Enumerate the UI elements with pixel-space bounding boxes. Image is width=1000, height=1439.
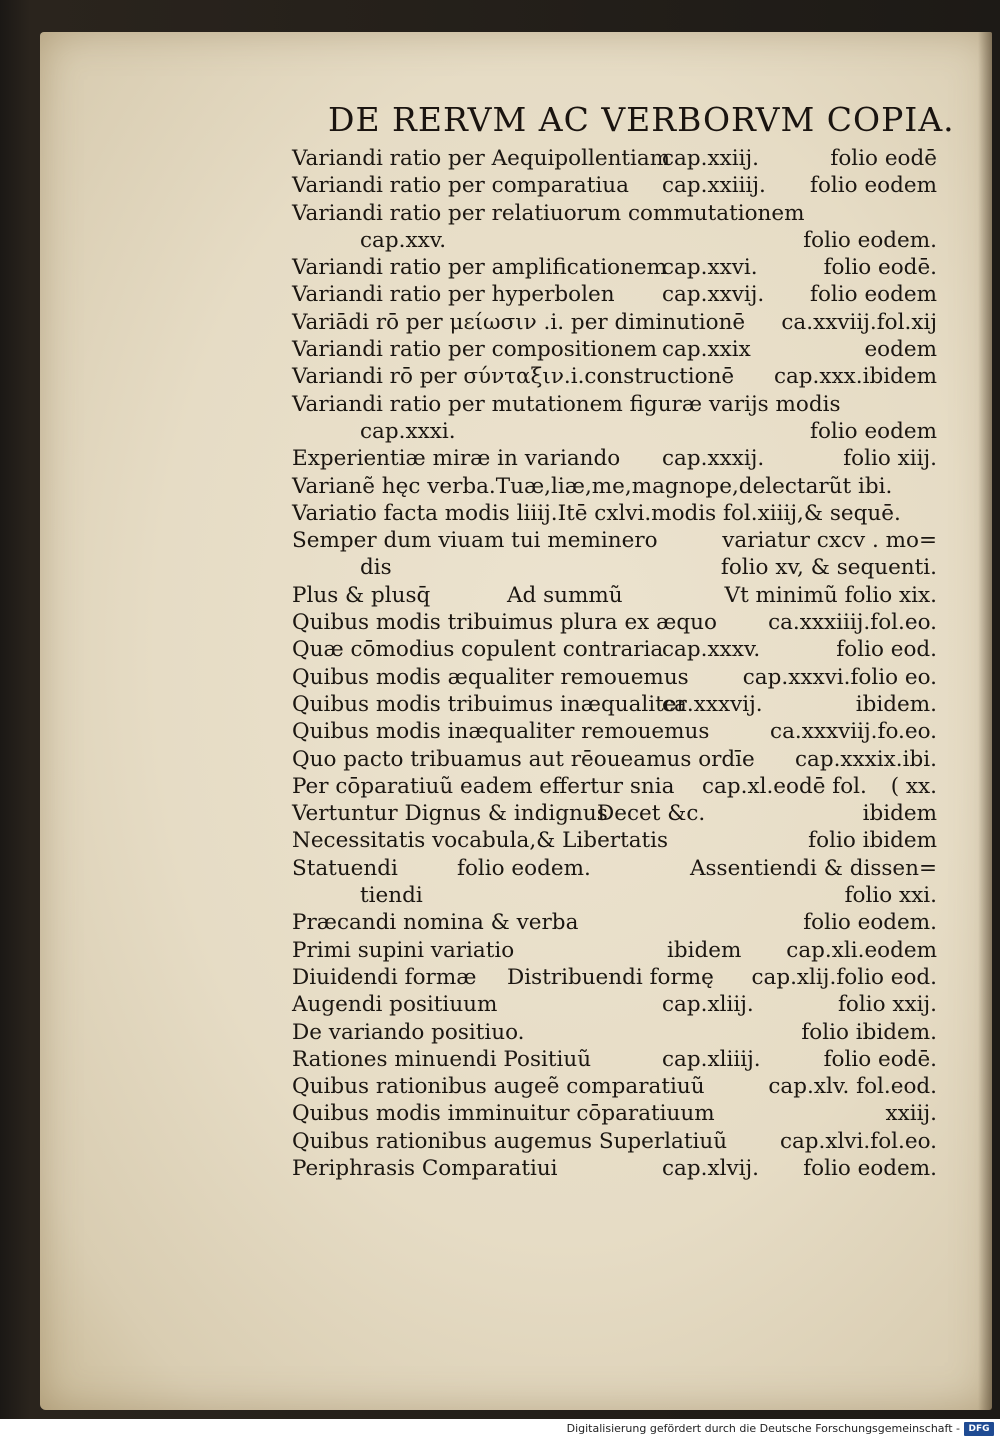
page-edge-shadow	[978, 32, 992, 1410]
index-entry-folio: folio eodem.	[803, 1155, 937, 1181]
index-line	[292, 172, 937, 199]
index-entry-title: dis	[360, 555, 392, 581]
index-entry-folio: folio eodem.	[803, 910, 937, 936]
index-entry-chapter: cap.xxxij.	[662, 446, 765, 472]
index-entry-title: Vertuntur Dignus & indignus	[292, 801, 608, 827]
index-entry-folio: Vt minimũ folio xix.	[724, 582, 937, 608]
index-entry-title: Variatio facta modis liiij.Itē cxlvi.modis fol.xiiij,& sequē.	[292, 500, 901, 526]
index-line	[292, 1073, 937, 1100]
dfg-logo: DFG	[964, 1422, 994, 1436]
index-entry-title: Experientiæ miræ in variando	[292, 446, 621, 472]
index-entry-chapter: ca.xxxvij.	[662, 691, 763, 717]
index-entry-title: Quibus modis inæqualiter remouemus	[292, 719, 710, 745]
index-entry-folio: cap.xxxvi.folio eo.	[742, 664, 937, 690]
index-entry-chapter: cap.xlvij.	[662, 1155, 759, 1181]
index-entry-folio: cap.xxxix.ibi.	[794, 746, 937, 772]
index-line	[292, 882, 937, 909]
index-entry-title: Varianẽ hęc verba.Tuæ,liæ,me,magnope,delectarũt ibi.	[292, 473, 893, 499]
index-entry-folio: cap.xlvi.fol.eo.	[779, 1128, 937, 1154]
index-entry-folio: folio eodem	[810, 282, 937, 308]
footer-credit: Digitalisierung gefördert durch die Deutsche Forschungsgemeinschaft -	[566, 1422, 960, 1435]
index-entry-title: Statuendi	[292, 855, 398, 881]
index-entry-title: Quibus rationibus augeẽ comparatiuũ	[292, 1074, 705, 1100]
index-line	[292, 827, 937, 854]
index-entry-folio: Assentiendi & dissen=	[690, 855, 937, 881]
index-entry-title: De variando positiuo.	[292, 1019, 525, 1045]
index-entry-chapter: Decet &c.	[597, 801, 706, 827]
index-line	[292, 1019, 937, 1046]
index-entry-title: Variandi ratio per compositionem	[292, 337, 658, 363]
index-entry-folio: folio eodem	[810, 173, 937, 199]
index-entry-folio: folio eodem	[810, 418, 937, 444]
index-entry-title: Quo pacto tribuamus aut rēoueamus ordīe	[292, 746, 755, 772]
index-entry-folio: folio ibidem	[808, 828, 937, 854]
index-entry-chapter: cap.xxix	[662, 337, 751, 363]
index-entry-folio: eodem	[864, 337, 937, 363]
index-list	[292, 145, 937, 1182]
index-entry-title: Variandi ratio per amplificationem	[292, 255, 667, 281]
index-entry-chapter: cap.xxiiij.	[662, 173, 766, 199]
index-entry-folio: ca.xxxiiij.fol.eo.	[768, 610, 937, 636]
index-line	[292, 200, 937, 227]
index-line	[292, 636, 937, 663]
index-entry-folio: folio xiij.	[843, 446, 937, 472]
index-entry-folio: variatur cxcv . mo=	[722, 528, 937, 554]
index-entry-folio: folio ibidem.	[801, 1019, 937, 1045]
index-entry-title: Quibus modis tribuimus inæqualiter	[292, 691, 687, 717]
index-line	[292, 227, 937, 254]
index-entry-title: Variandi rō per σύνταξιν.i.constructionē	[292, 364, 735, 390]
index-line	[292, 1100, 937, 1127]
index-entry-title: Quæ cōmodius copulent contraria	[292, 637, 664, 663]
index-line	[292, 473, 937, 500]
index-entry-folio: folio eodē.	[823, 1046, 937, 1072]
index-entry-chapter: cap.xliij.	[662, 992, 754, 1018]
index-entry-folio: ca.xxviij.fol.xij	[781, 309, 937, 335]
index-entry-chapter: cap.xl.eodē fol.	[702, 773, 867, 799]
index-entry-title: Quibus modis æqualiter remouemus	[292, 664, 689, 690]
index-entry-chapter: cap.xxvi.	[662, 255, 758, 281]
index-entry-folio: ( xx.	[890, 773, 937, 799]
running-head: DE RERVM AC VERBORVM COPIA.	[328, 100, 955, 139]
index-line	[292, 145, 937, 172]
index-entry-chapter: ibidem	[667, 937, 742, 963]
index-entry-title: Periphrasis Comparatiui	[292, 1155, 558, 1181]
index-entry-folio: folio eodē	[830, 146, 937, 171]
index-entry-title: Diuidendi formæ	[292, 964, 477, 990]
index-line	[292, 1046, 937, 1073]
index-entry-chapter: folio eodem.	[457, 855, 591, 881]
index-entry-title: Variandi ratio per Aequipollentiam	[292, 146, 671, 171]
index-line	[292, 991, 937, 1018]
index-entry-folio: cap.xxx.ibidem	[773, 364, 937, 390]
index-entry-chapter: Distribuendi formę	[507, 964, 714, 990]
index-entry-title: tiendi	[360, 883, 423, 909]
index-line	[292, 281, 937, 308]
index-line	[292, 1128, 937, 1155]
index-line	[292, 391, 937, 418]
index-entry-title: Variandi ratio per relatiuorum commutationem	[292, 200, 805, 226]
index-entry-title: Variādi rō per μείωσιν .i. per diminutionē	[292, 309, 746, 335]
index-entry-title: Primi supini variatio	[292, 937, 515, 963]
index-entry-chapter: cap.xxvij.	[662, 282, 765, 308]
index-entry-title: Per cōparatiuũ eadem effertur snia	[292, 773, 675, 799]
index-entry-title: Præcandi nomina & verba	[292, 910, 579, 936]
index-entry-title: Variandi ratio per comparatiua	[292, 173, 629, 199]
index-entry-folio: folio eod.	[836, 637, 937, 663]
index-line	[292, 582, 937, 609]
index-entry-folio: ibidem.	[855, 691, 937, 717]
index-line	[292, 909, 937, 936]
index-entry-folio: xxiij.	[885, 1101, 937, 1127]
index-entry-folio: folio xxij.	[837, 992, 937, 1018]
index-entry-folio: folio eodem.	[803, 227, 937, 253]
index-line	[292, 500, 937, 527]
index-entry-folio: cap.xlij.folio eod.	[751, 964, 937, 990]
index-entry-title: Quibus rationibus augemus Superlatiuũ	[292, 1128, 728, 1154]
index-line	[292, 254, 937, 281]
index-line	[292, 418, 937, 445]
index-entry-folio: cap.xli.eodem	[786, 937, 937, 963]
index-entry-folio: folio eodē.	[823, 255, 937, 281]
index-entry-title: Plus & plusq̄	[292, 582, 431, 608]
index-entry-title: cap.xxxi.	[360, 418, 456, 444]
index-line	[292, 363, 937, 390]
index-line	[292, 800, 937, 827]
index-line	[292, 937, 937, 964]
index-entry-title: cap.xxv.	[360, 227, 447, 253]
index-entry-title: Semper dum viuam tui meminero	[292, 528, 658, 554]
index-line	[292, 746, 937, 773]
index-entry-chapter: cap.xxxv.	[662, 637, 761, 663]
index-entry-title: Variandi ratio per mutationem figuræ varijs modis	[292, 391, 841, 417]
index-line	[292, 554, 937, 581]
index-line	[292, 309, 937, 336]
footer-bar	[0, 1419, 1000, 1439]
index-entry-chapter: cap.xxiij.	[662, 146, 759, 171]
index-line	[292, 773, 937, 800]
index-entry-title: Augendi positiuum	[292, 992, 498, 1018]
index-entry-chapter: cap.xliiij.	[662, 1046, 761, 1072]
index-line	[292, 1155, 937, 1182]
index-entry-folio: folio xxi.	[844, 883, 937, 909]
index-entry-chapter: Ad summũ	[507, 582, 623, 608]
index-line	[292, 718, 937, 745]
index-line	[292, 336, 937, 363]
index-line	[292, 664, 937, 691]
index-entry-title: Variandi ratio per hyperbolen	[292, 282, 615, 308]
index-entry-title: Quibus modis tribuimus plura ex æquo	[292, 610, 717, 636]
index-entry-title: Quibus modis imminuitur cōparatiuum	[292, 1101, 715, 1127]
index-line	[292, 527, 937, 554]
index-entry-folio: cap.xlv. fol.eod.	[768, 1074, 937, 1100]
index-entry-title: Rationes minuendi Positiuũ	[292, 1046, 592, 1072]
index-line	[292, 445, 937, 472]
index-line	[292, 964, 937, 991]
index-entry-title: Necessitatis vocabula,& Libertatis	[292, 828, 669, 854]
index-line	[292, 855, 937, 882]
index-entry-folio: ca.xxxviij.fo.eo.	[770, 719, 937, 745]
index-line	[292, 609, 937, 636]
index-entry-folio: folio xv, & sequenti.	[720, 555, 937, 581]
index-entry-folio: ibidem	[862, 801, 937, 827]
index-line	[292, 691, 937, 718]
